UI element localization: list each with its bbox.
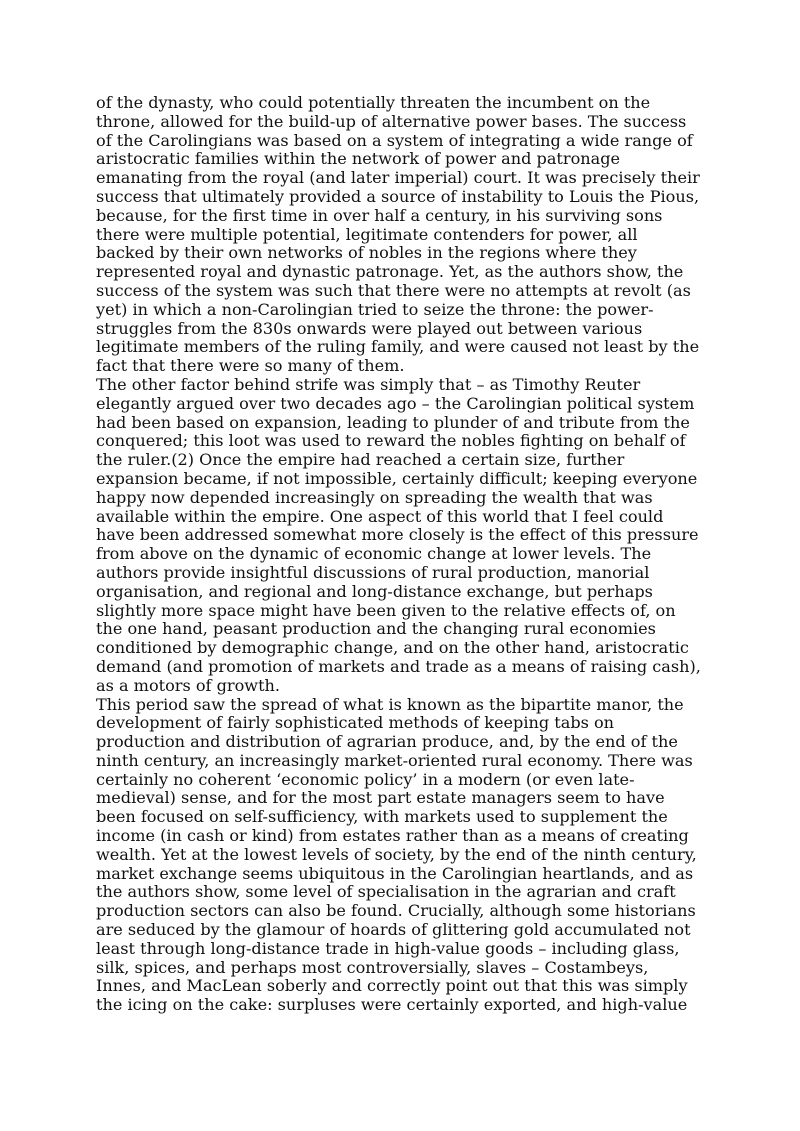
text-line: aristocratic families within the network of power and patronage bbox=[96, 149, 621, 169]
text-line: emanating from the royal (and later imperial) court. It was precisely their bbox=[96, 168, 700, 188]
text-line: the ruler.(2) Once the empire had reached a certain size, further bbox=[96, 450, 625, 470]
text-line: because, for the first time in over half a century, in his surviving sons bbox=[96, 205, 663, 225]
text-line: from above on the dynamic of economic change at lower levels. The bbox=[96, 544, 652, 564]
text-line: as a motors of growth. bbox=[96, 675, 281, 695]
text-line: production and distribution of agrarian produce, and, by the end of the bbox=[96, 732, 678, 752]
text-line: throne, allowed for the build-up of alternative power bases. The success bbox=[96, 111, 687, 131]
text-line: happy now depended increasingly on spreading the wealth that was bbox=[96, 487, 653, 507]
text-line: struggles from the 830s onwards were played out between various bbox=[96, 318, 643, 338]
text-line: ninth century, an increasingly market-oriented rural economy. There was bbox=[96, 750, 693, 770]
text-line: of the Carolingians was based on a system of integrating a wide range of bbox=[96, 130, 693, 150]
text-line: success of the system was such that there were no attempts at revolt (as bbox=[96, 280, 691, 300]
text-line: there were multiple potential, legitimate contenders for power, all bbox=[96, 224, 638, 244]
text-line: available within the empire. One aspect of this world that I feel could bbox=[96, 506, 664, 526]
text-line: demand (and promotion of markets and trade as a means of raising cash), bbox=[96, 656, 701, 676]
text-line: conditioned by demographic change, and on the other hand, aristocratic bbox=[96, 638, 689, 658]
text-line: organisation, and regional and long-distance exchange, but perhaps bbox=[96, 581, 653, 601]
text-line: success that ultimately provided a source of instability to Louis the Pious, bbox=[96, 186, 700, 206]
text-line: have been addressed somewhat more closely is the effect of this pressure bbox=[96, 525, 699, 545]
text-line: yet) in which a non-Carolingian tried to seize the throne: the power- bbox=[96, 299, 654, 319]
text-line: Innes, and MacLean soberly and correctly point out that this was simply bbox=[96, 976, 688, 996]
text-line: backed by their own networks of nobles in the regions where they bbox=[96, 243, 637, 263]
text-line: production sectors can also be found. Crucially, although some historians bbox=[96, 901, 696, 921]
text-line: elegantly argued over two decades ago – the Carolingian political system bbox=[96, 393, 695, 413]
text-line: conquered; this loot was used to reward the nobles fighting on behalf of bbox=[96, 431, 686, 451]
text-line: This period saw the spread of what is known as the bipartite manor, the bbox=[96, 694, 684, 714]
text-line: market exchange seems ubiquitous in the Carolingian heartlands, and as bbox=[96, 863, 694, 883]
text-line: been focused on self-sufficiency, with markets used to supplement the bbox=[96, 807, 668, 827]
text-line: expansion became, if not impossible, certainly difficult; keeping everyone bbox=[96, 468, 698, 488]
text-line: had been based on expansion, leading to plunder of and tribute from the bbox=[96, 412, 690, 432]
paragraph bbox=[96, 94, 716, 376]
paragraph bbox=[96, 696, 716, 1016]
text-line: least through long-distance trade in high-value goods – including glass, bbox=[96, 938, 680, 958]
text-line: represented royal and dynastic patronage. Yet, as the authors show, the bbox=[96, 262, 684, 282]
text-line: silk, spices, and perhaps most controversially, slaves – Costambeys, bbox=[96, 957, 649, 977]
text-line: income (in cash or kind) from estates rather than as a means of creating bbox=[96, 826, 689, 846]
text-line: legitimate members of the ruling family, and were caused not least by the bbox=[96, 337, 700, 357]
text-line: fact that there were so many of them. bbox=[96, 356, 405, 376]
text-line: certainly no coherent ‘economic policy’ in a modern (or even late- bbox=[96, 769, 635, 789]
text-line: medieval) sense, and for the most part estate managers seem to have bbox=[96, 788, 665, 808]
text-line: authors provide insightful discussions of rural production, manorial bbox=[96, 562, 650, 582]
text-line: of the dynasty, who could potentially threaten the incumbent on the bbox=[96, 93, 651, 112]
text-line: the icing on the cake: surpluses were certainly exported, and high-value bbox=[96, 995, 688, 1015]
text-line: the authors show, some level of specialisation in the agrarian and craft bbox=[96, 882, 676, 902]
text-line: the one hand, peasant production and the changing rural economies bbox=[96, 619, 656, 639]
text-line: wealth. Yet at the lowest levels of society, by the end of the ninth century, bbox=[96, 844, 697, 864]
text-line: are seduced by the glamour of hoards of glittering gold accumulated not bbox=[96, 920, 691, 940]
text-line: development of fairly sophisticated methods of keeping tabs on bbox=[96, 713, 615, 733]
document-page bbox=[96, 94, 716, 1015]
paragraph bbox=[96, 376, 716, 696]
text-line: slightly more space might have been given to the relative effects of, on bbox=[96, 600, 676, 620]
text-line: The other factor behind strife was simply that – as Timothy Reuter bbox=[96, 374, 641, 394]
